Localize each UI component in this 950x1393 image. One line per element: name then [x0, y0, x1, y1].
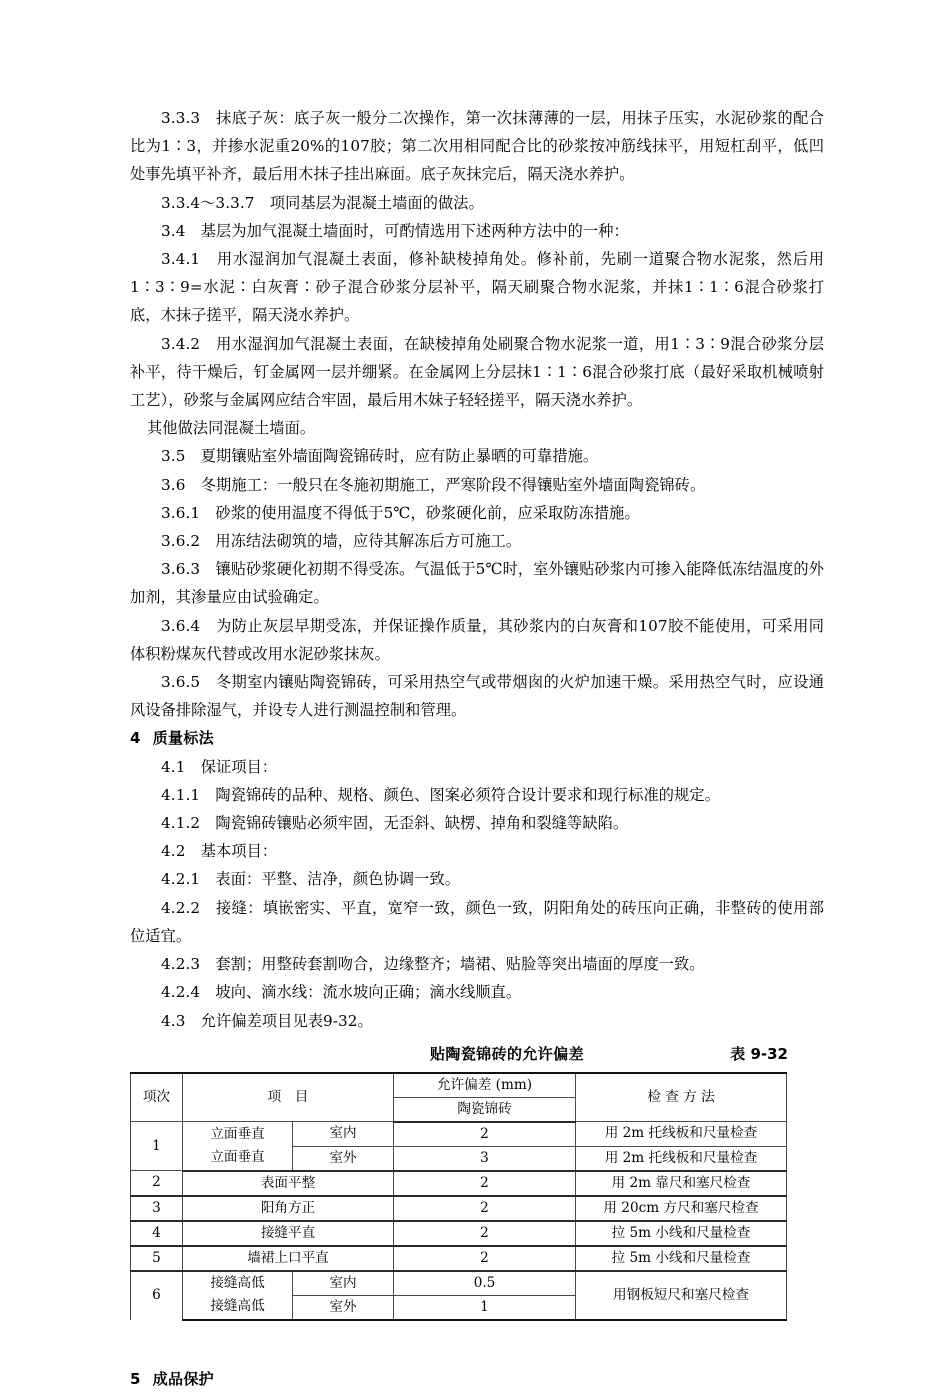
cell-method: 用 2m 托线板和尺量检查 [576, 1146, 787, 1171]
paragraph-3-4-1: 3.4.1 用水湿润加气混凝土表面，修补缺棱掉角处。修补前，先刷一道聚合物水泥浆，然后用1∶3∶9=水泥∶白灰膏∶砂子混合砂浆分层补平，隔天刷聚合物水泥浆，并抹1∶1∶6混合砂浆打底，木抹子搓平，隔天浇水养护。 [130, 250, 824, 325]
cell-location: 室外 [293, 1295, 394, 1320]
paragraph-4-2-4: 4.2.4 坡向、滴水线：流水坡向正确；滴水线顺直。 [161, 983, 522, 1002]
cell-item: 接缝平直 [183, 1221, 394, 1246]
cell-index: 4 [131, 1221, 183, 1246]
cell-tolerance-value: 0.5 [394, 1271, 576, 1296]
cell-index: 6 [131, 1271, 183, 1320]
cell-method: 拉 5m 小线和尺量检查 [576, 1221, 787, 1246]
table-row [131, 1221, 787, 1246]
table-caption: 贴陶瓷锦砖的允许偏差 [429, 1044, 584, 1063]
table-caption-row [130, 1042, 824, 1072]
paragraph-4-2-3: 4.2.3 套割；用整砖套割吻合，边缘整齐；墙裙、贴脸等突出墙面的厚度一致。 [161, 955, 705, 974]
paragraph-4-2: 4.2 基本项目： [161, 842, 278, 861]
cell-tolerance-value: 2 [394, 1196, 576, 1221]
cell-method: 用钢板短尺和塞尺检查 [576, 1271, 787, 1320]
section-heading-4-number: 4 [130, 729, 141, 748]
paragraph-4-3: 4.3 允许偏差项目见表9-32。 [161, 1011, 373, 1030]
cell-method: 用 2m 靠尺和塞尺检查 [576, 1171, 787, 1196]
cell-item: 墙裙上口平直 [183, 1246, 394, 1271]
table-header-tolerance: 允许偏差 (mm) [394, 1073, 576, 1098]
table-row [131, 1271, 787, 1296]
table-number: 表 9-32 [730, 1044, 788, 1063]
section-heading-5-number: 5 [130, 1369, 141, 1388]
cell-tolerance-value: 2 [394, 1246, 576, 1271]
paragraph-3-3-4: 3.3.4～3.3.7 项同基层为混凝土墙面的做法。 [161, 193, 484, 212]
paragraph-3-4-2: 3.4.2 用水湿润加气混凝土表面，在缺棱掉角处刷聚合物水泥浆一道，用1∶3∶9混合砂浆分层补平，待干燥后，钉金属网一层并绷紧。在金属网上分层抹1∶1∶6混合砂浆打底（最好采取机械喷射工艺），砂浆与金属网应结合牢固，最后用木妹子轻轻搓平，隔天浇水养护。 [130, 334, 824, 410]
paragraph-3-6-1: 3.6.1 砂浆的使用温度不得低于5℃，砂浆硬化前，应采取防冻措施。 [161, 503, 640, 522]
page-content [130, 104, 824, 1393]
cell-method: 用 20cm 方尺和塞尺检查 [576, 1196, 787, 1221]
paragraph-3-6-2: 3.6.2 用冻结法砌筑的墙，应待其解冻后方可施工。 [161, 532, 522, 551]
cell-location: 室内 [293, 1122, 394, 1147]
table-header-tolerance-sub: 陶瓷锦砖 [394, 1097, 576, 1122]
table-header-index: 项次 [131, 1073, 183, 1122]
paragraph-3-6: 3.6 冬期施工：一般只在冬施初期施工，严寒阶段不得镶贴室外墙面陶瓷锦砖。 [161, 475, 706, 494]
paragraph-3-3-3: 3.3.3 抹底子灰：底子灰一般分二次操作，第一次抹薄薄的一层，用抹子压实，水泥砂浆的配合比为1∶3，并掺水泥重20%的107胶；第二次用相同配合比的砂浆按冲筋线抹平，用短杠刮平，低凹处事先填平补齐，最后用木抹子挂出麻面。底子灰抹完后，隔天浇水养护。 [130, 109, 824, 184]
section-heading-5 [130, 1365, 824, 1393]
paragraph-4-1-2: 4.1.2 陶瓷锦砖镶贴必须牢固，无歪斜、缺楞、掉角和裂缝等缺陷。 [161, 814, 629, 833]
paragraph-3-6-5: 3.6.5 冬期室内镶贴陶瓷锦砖，可采用热空气或带烟囱的火炉加速干燥。采用热空气时，应设通风设备排除湿气，并设专人进行测温控制和管理。 [130, 673, 824, 720]
cell-tolerance-value: 2 [394, 1122, 576, 1147]
cell-method: 用 2m 托线板和尺量检查 [576, 1122, 787, 1147]
paragraph-3-6-4: 3.6.4 为防止灰层早期受冻，并保证操作质量，其砂浆内的白灰膏和107胶不能使用，可采用同体积粉煤灰代替或改用水泥砂浆抹灰。 [130, 616, 824, 663]
cell-index: 3 [131, 1196, 183, 1221]
cell-index: 5 [131, 1246, 183, 1271]
cell-tolerance-value: 2 [394, 1171, 576, 1196]
cell-location: 室内 [293, 1271, 394, 1296]
cell-tolerance-value: 1 [394, 1295, 576, 1320]
cell-tolerance-value: 2 [394, 1221, 576, 1246]
paragraph-3-4: 3.4 基层为加气混凝土墙面时，可酌情选用下述两种方法中的一种： [161, 221, 629, 240]
cell-index: 1 [131, 1122, 183, 1171]
section-heading-4 [130, 724, 824, 752]
cell-method: 拉 5m 小线和尺量检查 [576, 1246, 787, 1271]
paragraph-4-1-1: 4.1.1 陶瓷锦砖的品种、规格、颜色、图案必须符合设计要求和现行标准的规定。 [161, 785, 720, 804]
cell-item: 阳角方正 [183, 1196, 394, 1221]
cell-item: 立面垂直 [183, 1122, 293, 1147]
paragraph-4-2-2: 4.2.2 接缝：填嵌密实、平直，宽窄一致，颜色一致，阴阳角处的砖压向正确，非整砖的使用部位适宜。 [130, 898, 824, 945]
section-heading-4-title: 质量标法 [152, 729, 214, 748]
cell-item: 立面垂直 [183, 1146, 293, 1171]
table-row [131, 1196, 787, 1221]
table-row [131, 1171, 787, 1196]
table-header-row-1 [131, 1073, 787, 1098]
table-row [131, 1122, 787, 1147]
paragraph-3-5: 3.5 夏期镶贴室外墙面陶瓷锦砖时，应有防止暴晒的可靠措施。 [161, 447, 599, 466]
table-header-method: 检 查 方 法 [576, 1073, 787, 1122]
table-header-item: 项 目 [183, 1073, 394, 1122]
cell-tolerance-value: 3 [394, 1146, 576, 1171]
paragraph-4-1: 4.1 保证项目： [161, 757, 278, 776]
table-row [131, 1146, 787, 1171]
cell-item: 表面平整 [183, 1171, 394, 1196]
tolerance-table [130, 1072, 787, 1321]
table-row [131, 1246, 787, 1271]
cell-location: 室外 [293, 1146, 394, 1171]
cell-item: 接缝高低 [183, 1271, 293, 1296]
table-footer-spacer [130, 1321, 824, 1365]
paragraph-3-6-3: 3.6.3 镶贴砂浆硬化初期不得受冻。气温低于5℃时，室外镶贴砂浆内可掺入能降低冻结温度的外加剂，其渗量应由试验确定。 [130, 560, 824, 607]
cell-index: 2 [131, 1171, 183, 1196]
paragraph-4-2-1: 4.2.1 表面：平整、洁净，颜色协调一致。 [161, 870, 461, 889]
section-heading-5-title: 成品保护 [152, 1369, 214, 1388]
paragraph-other-methods: 其他做法同混凝土墙面。 [147, 419, 316, 438]
cell-item: 接缝高低 [183, 1295, 293, 1320]
